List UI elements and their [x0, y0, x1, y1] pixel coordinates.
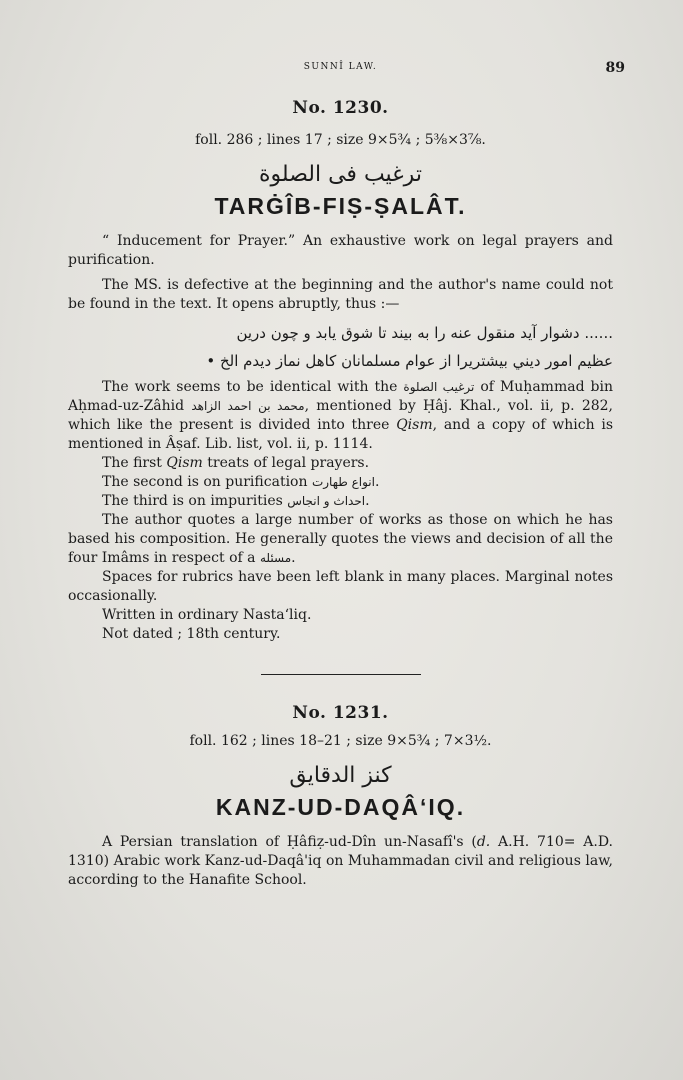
arabic-span: انواع طهارت	[311, 475, 375, 489]
section-divider	[261, 674, 421, 675]
description-paragraph: “ Inducement for Prayer.” An exhaustive work on legal prayers and purification.	[68, 233, 613, 268]
entry-1230	[68, 98, 613, 644]
text-span: 1310) Arabic work Kanz-ud-Daqâ'iq on Muhammadan civil and religious law, according to the Hanafite School.	[68, 853, 613, 888]
text-span: A Persian translation of Ḥâfiẓ-ud-Dîn un-Nasafî's (	[102, 834, 477, 850]
text-span: , and a copy of which is mentioned in Âṣaf. Lib. list, vol. ii, p. 1114.	[68, 417, 613, 452]
text-span: .	[291, 550, 296, 566]
text-span: .	[365, 493, 370, 509]
second-qism-line	[68, 473, 613, 492]
entry-title: KANZ-UD-DAQÂ‘IQ.	[215, 794, 466, 820]
arabic-quote-line-2: عظيم امور ديني بيشتريرا از عوام مسلمانان كاهل نماز ديدم الخ •	[206, 352, 613, 370]
running-head	[68, 58, 625, 82]
sources-paragraph	[68, 511, 613, 568]
page-number: 89	[605, 60, 625, 76]
text-span: treats of legal prayers.	[202, 455, 370, 471]
text-span: The work seems to be identical with the	[102, 379, 404, 395]
date-line: Not dated ; 18th century.	[102, 626, 281, 642]
italic-term: Qism	[396, 417, 433, 433]
text-span: .	[374, 474, 380, 490]
entry-number: No. 1230.	[292, 98, 389, 118]
text-span: 710=	[529, 834, 584, 850]
rubrics-paragraph: Spaces for rubrics have been left blank in many places. Marginal notes occasionally.	[68, 569, 613, 604]
text-span: The second is on purification	[102, 474, 312, 490]
arabic-span: ترغيب الصلوة	[403, 380, 475, 394]
running-title: SUNNÎ LAW.	[303, 62, 378, 72]
text-span: The third is on impurities	[102, 493, 288, 509]
text-span: , mentioned by Ḥâj. Khal., vol. ii, p. 282, which like the present is divided into three	[68, 398, 614, 433]
description-paragraph	[68, 833, 613, 890]
arabic-title: كنز الدقايق	[289, 763, 392, 788]
arabic-quote-line-1: ...... دشوار آيد منقول عنه را به بيند تا شوق يابد و چون درين	[236, 324, 613, 342]
entry-1231	[68, 703, 613, 890]
arabic-span: محمد بن احمد الزاهد	[191, 399, 305, 413]
arabic-span: احداث و انجاس	[287, 494, 366, 508]
arabic-span: مسئله	[259, 551, 292, 565]
manuscript-note-paragraph: The MS. is defective at the beginning and the author's name could not be found in the text. It opens abruptly, thus :—	[68, 277, 613, 312]
first-qism-line	[68, 454, 613, 473]
identification-paragraph	[68, 378, 613, 454]
entry-number: No. 1231.	[292, 703, 389, 723]
arabic-title: ترغيب فى الصلوة	[259, 162, 422, 187]
entry-meta: foll. 286 ; lines 17 ; size 9×5¾ ; 5⅜×3⅞.	[195, 132, 486, 148]
italic-term: Qism	[166, 455, 203, 471]
text-span: The first	[102, 455, 167, 471]
text-span: of Muḥammad bin Aḥmad-uz-Zâhid	[68, 379, 614, 414]
era-abbrev: A.D.	[583, 834, 614, 850]
italic-term: d.	[476, 834, 491, 850]
entry-meta: foll. 162 ; lines 18–21 ; size 9×5¾ ; 7×3½.	[189, 733, 492, 749]
script-line: Written in ordinary Nastaʻliq.	[102, 607, 312, 623]
third-qism-line	[68, 492, 613, 511]
era-abbrev: A.H.	[498, 834, 530, 850]
text-span: The author quotes a large number of works as those on which he has based his composition. He generally quotes the views and decision of all the four Imâms in respect of a	[68, 512, 613, 566]
entry-title: TARĠÎB-FIṢ-ṢALÂT.	[214, 193, 467, 219]
